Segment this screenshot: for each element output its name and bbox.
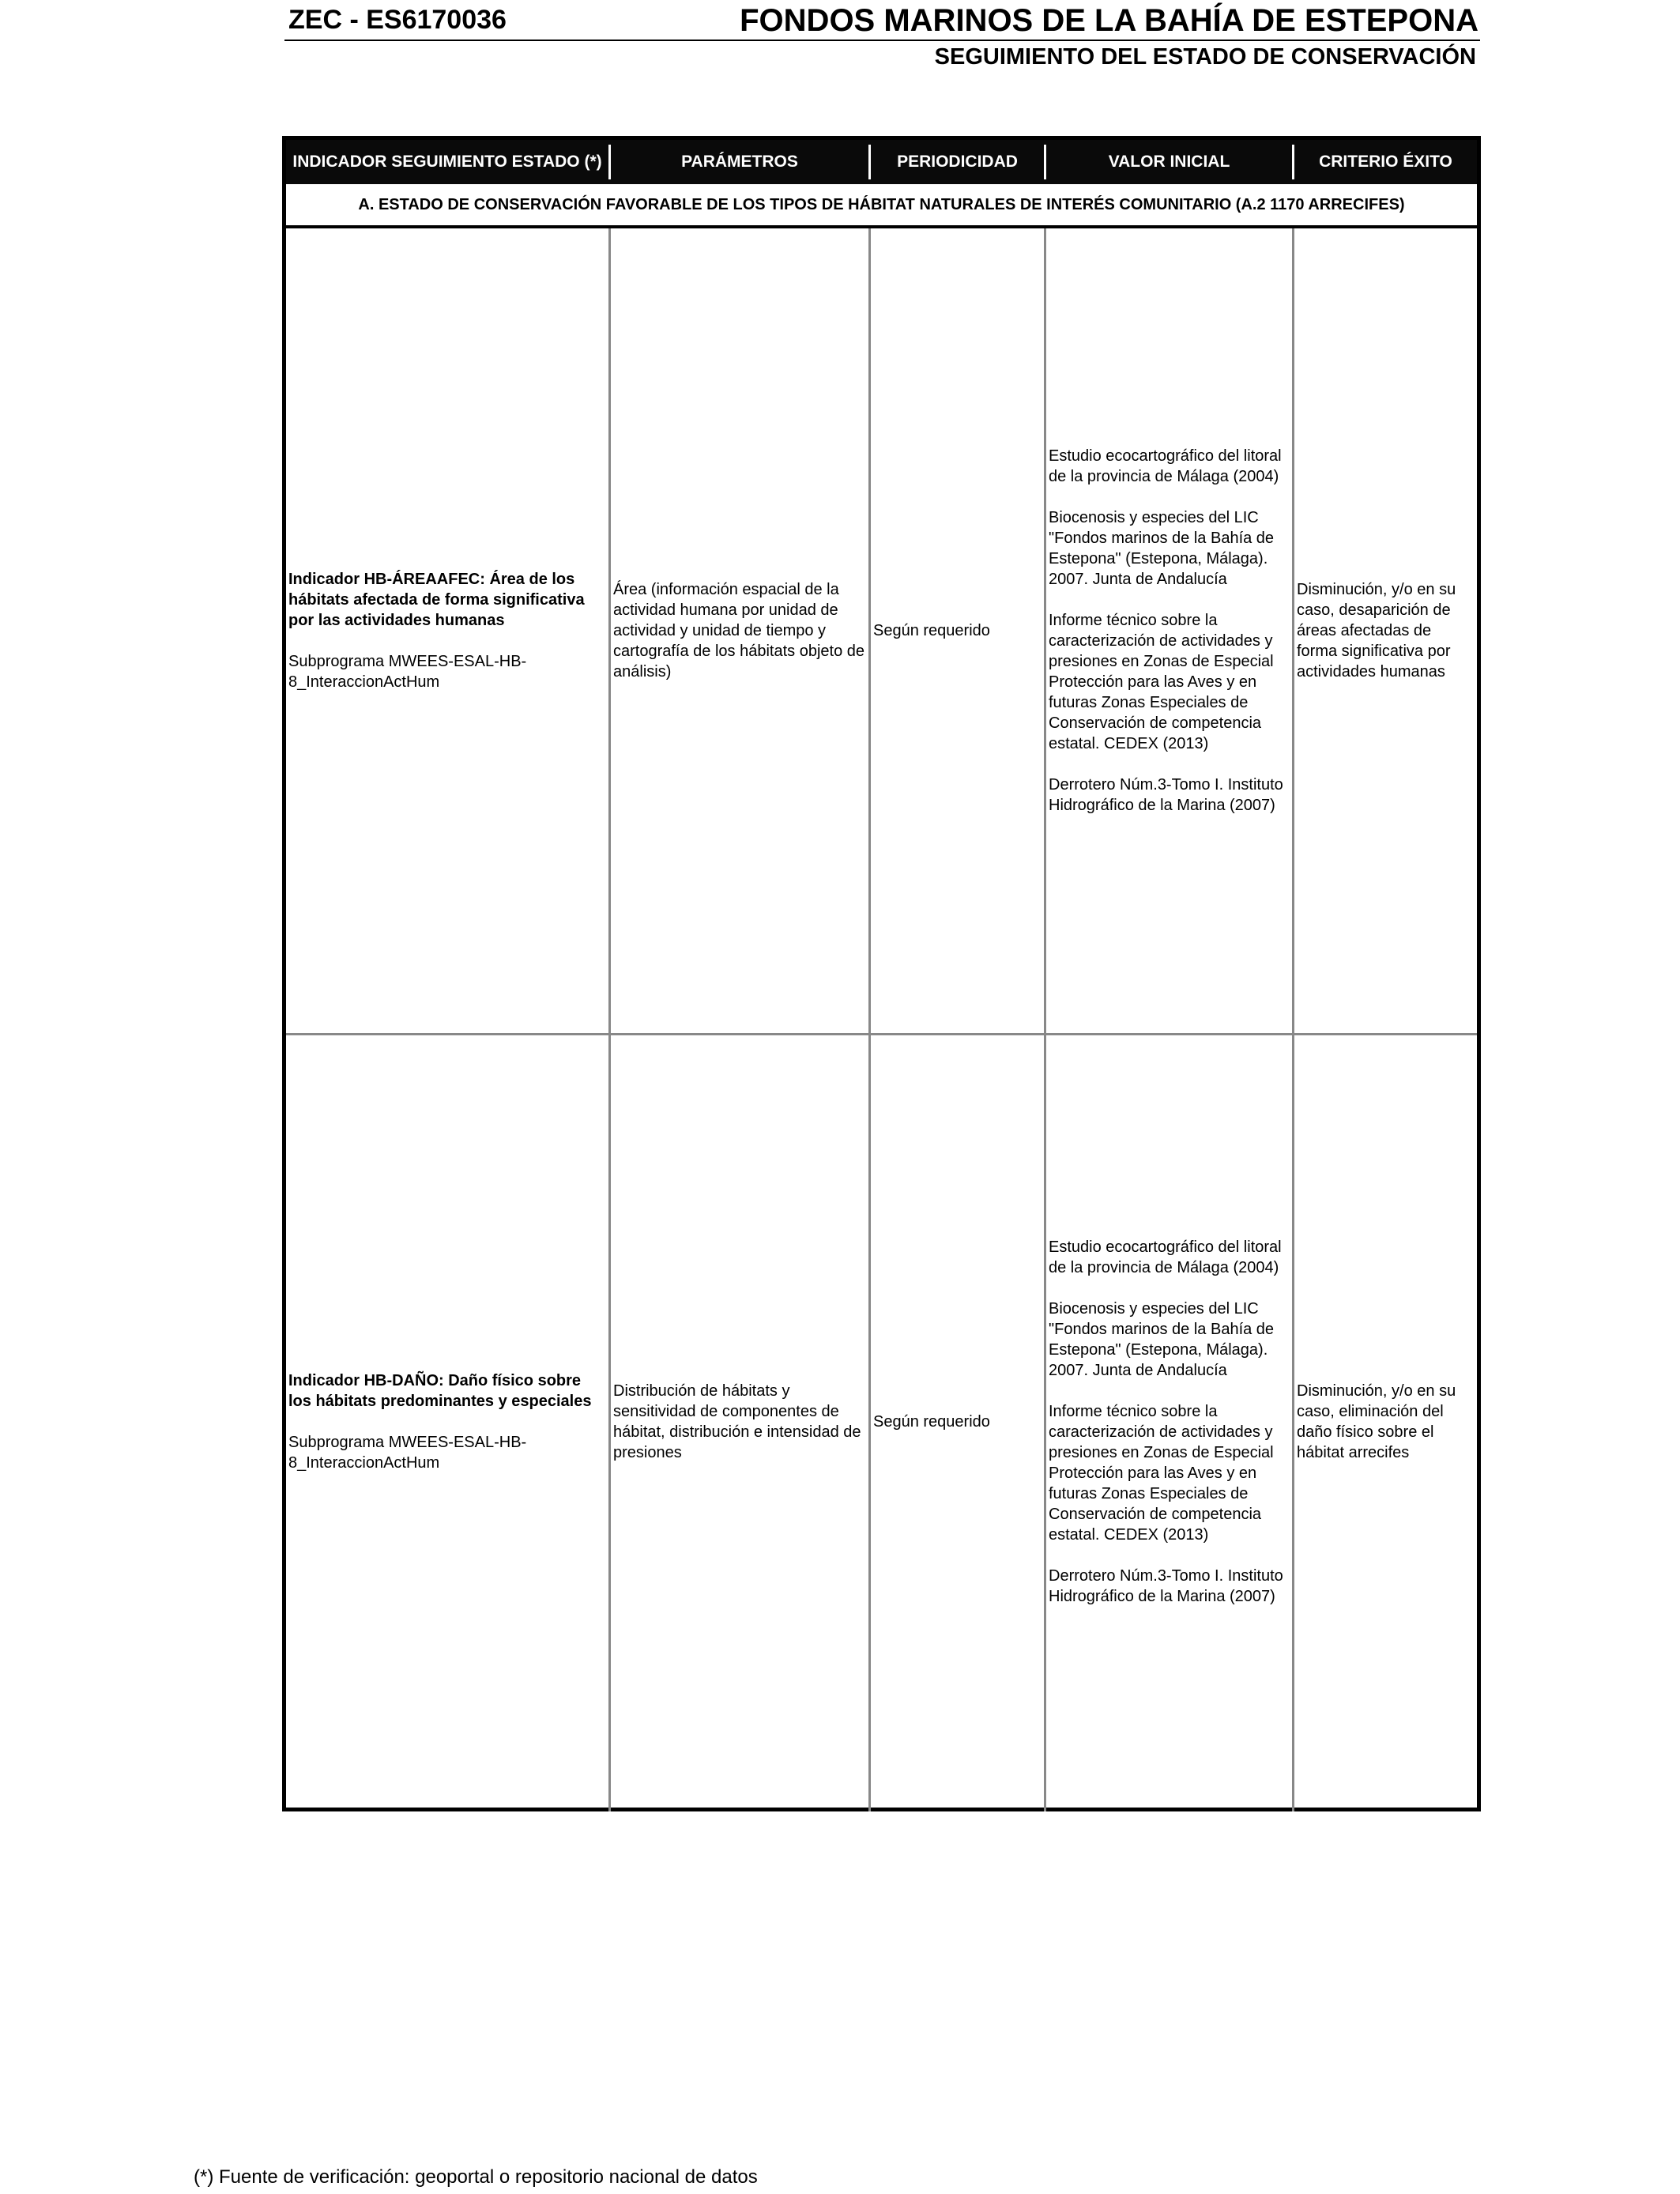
indicator-title: Indicador HB-DAÑO: Daño físico sobre los hábitats predominantes y especiales <box>288 1371 592 1410</box>
indicator-title: Indicador HB-ÁREAAFEC: Área de los hábitats afectada de forma significativa por las actividades humanas <box>288 571 585 629</box>
column-header-parameters: PARÁMETROS <box>681 153 798 171</box>
parameters-text: Distribución de hábitats y sensitividad de componentes de hábitat, distribución e intensidad de presiones <box>613 1382 861 1461</box>
periodicity-text: Según requerido <box>873 1412 990 1431</box>
section-title: A. ESTADO DE CONSERVACIÓN FAVORABLE DE LOS TIPOS DE HÁBITAT NATURALES DE INTERÉS COMUNITARIO (A.2 1170 ARRECIFES) <box>358 195 1405 213</box>
header-rule <box>284 40 1480 41</box>
indicator-subprogram: Subprograma MWEES-ESAL-HB-8_InteraccionActHum <box>288 1433 527 1472</box>
initial-value-source: Estudio ecocartográfico del litoral de la provincia de Málaga (2004) <box>1049 447 1282 485</box>
column-header-initial-value: VALOR INICIAL <box>1108 153 1230 171</box>
initial-value-source: Biocenosis y especies del LIC "Fondos marinos de la Bahía de Estepona" (Estepona, Málaga). 2007. Junta de Andalucía <box>1049 1299 1275 1379</box>
initial-value-source: Derrotero Núm.3-Tomo I. Instituto Hidrográfico de la Marina (2007) <box>1049 776 1283 814</box>
parameters-cell <box>611 1035 868 1808</box>
periodicity-cell <box>871 1035 1044 1808</box>
column-header-indicator: INDICADOR SEGUIMIENTO ESTADO (*) <box>292 153 602 171</box>
indicator-subprogram: Subprograma MWEES-ESAL-HB-8_InteraccionActHum <box>288 653 527 691</box>
success-criterion-text: Disminución, y/o en su caso, desaparición de áreas afectadas de forma significativa por actividades humanas <box>1297 581 1456 680</box>
indicator-cell <box>286 1035 608 1808</box>
parameters-text: Área (información espacial de la actividad humana por unidad de actividad y unidad de tiempo y cartografía de los hábitats objeto de análisis) <box>613 581 864 680</box>
column-header-success-criterion: CRITERIO ÉXITO <box>1319 153 1452 171</box>
success-criterion-cell <box>1294 228 1477 1033</box>
indicator-cell <box>286 228 608 1033</box>
initial-value-cell <box>1046 1035 1292 1808</box>
initial-value-source: Biocenosis y especies del LIC "Fondos marinos de la Bahía de Estepona" (Estepona, Málaga). 2007. Junta de Andalucía <box>1049 509 1275 588</box>
footnote: (*) Fuente de verificación: geoportal o repositorio nacional de datos <box>194 2166 758 2188</box>
parameters-cell <box>611 228 868 1033</box>
initial-value-source: Informe técnico sobre la caracterización de actividades y presiones en Zonas de Especial Protección para las Aves y en futuras Zonas Especiales de Conservación de competencia estatal. CEDEX (2013) <box>1049 612 1274 752</box>
table-header <box>286 140 1477 184</box>
column-header-periodicity: PERIODICIDAD <box>897 153 1018 171</box>
document-subtitle: SEGUIMIENTO DEL ESTADO DE CONSERVACIÓN <box>934 44 1476 70</box>
initial-value-source: Derrotero Núm.3-Tomo I. Instituto Hidrográfico de la Marina (2007) <box>1049 1566 1283 1605</box>
document-title: FONDOS MARINOS DE LA BAHÍA DE ESTEPONA <box>740 3 1478 38</box>
success-criterion-text: Disminución, y/o en su caso, eliminación del daño físico sobre el hábitat arrecifes <box>1297 1382 1456 1461</box>
initial-value-cell <box>1046 228 1292 1033</box>
initial-value-source: Informe técnico sobre la caracterización de actividades y presiones en Zonas de Especial Protección para las Aves y en futuras Zonas Especiales de Conservación de competencia estatal. CEDEX (2013) <box>1049 1402 1274 1544</box>
monitoring-table <box>282 136 1481 1811</box>
periodicity-cell <box>871 228 1044 1033</box>
success-criterion-cell <box>1294 1035 1477 1808</box>
initial-value-source: Estudio ecocartográfico del litoral de la provincia de Málaga (2004) <box>1049 1238 1282 1276</box>
site-code: ZEC - ES6170036 <box>288 5 507 35</box>
periodicity-text: Según requerido <box>873 622 990 639</box>
